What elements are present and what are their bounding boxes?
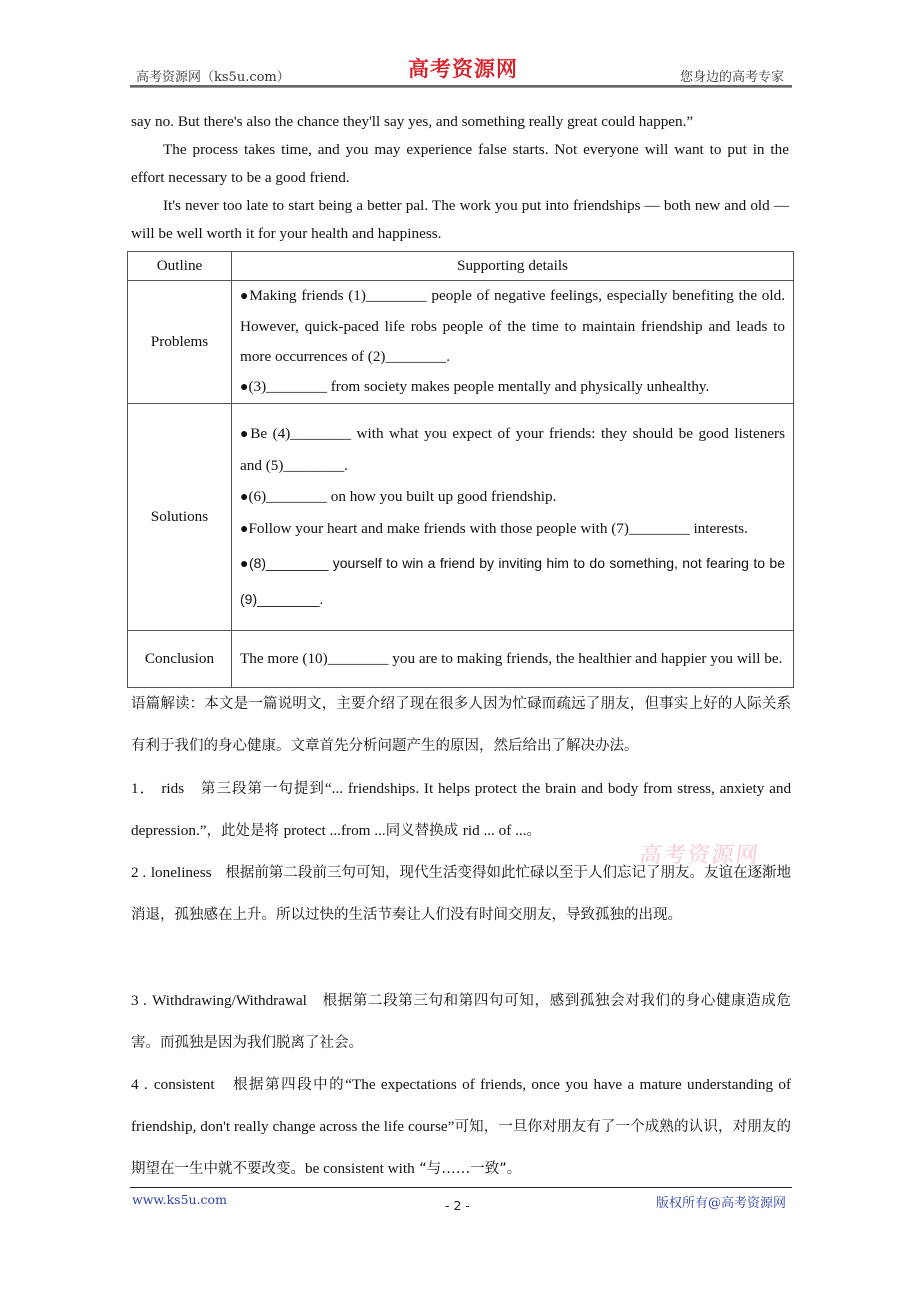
answer-word: rids xyxy=(161,780,185,797)
detail-text: (6)________ on how you built up good friendship. xyxy=(248,487,557,505)
outline-cell: Solutions xyxy=(128,404,232,631)
page-header xyxy=(130,55,792,87)
footer-site-link[interactable]: www.ks5u.com xyxy=(132,1192,227,1207)
answer-note: 根据第四段中的 xyxy=(233,1077,346,1093)
bullet-icon: ● xyxy=(240,289,250,304)
detail-item xyxy=(240,545,785,617)
passage-paragraph-1: say no. But there's also the chance they'll say yes, and something really great could happen.” xyxy=(131,113,694,130)
table-row-solutions xyxy=(128,404,794,631)
footer-copyright: 版权所有@高考资源网 xyxy=(655,1196,786,1211)
outline-cell: Problems xyxy=(128,281,232,404)
answer-note: 同义替换成 xyxy=(385,823,459,839)
answer-number: 2 . xyxy=(131,864,147,881)
detail-text: Be (4)________ with what you expect of your friends: they should be good listeners and (5)________. xyxy=(240,424,785,474)
answer-note: 。 xyxy=(526,823,541,839)
answer-number: 3 . xyxy=(131,992,147,1009)
answer-phrase: be consistent with xyxy=(305,1160,415,1177)
detail-text: Making friends (1)________ people of negative feelings, especially benefiting the old. However, quick-paced life robs people of the time to maintain friendship and leads to more occurrences of (2)________. xyxy=(240,287,785,365)
header-logo: 高考资源网 xyxy=(408,56,518,81)
answer-number: 4 . xyxy=(131,1076,148,1093)
table-row-conclusion xyxy=(128,631,794,688)
answer-quote: “... friendships. It helps protect the brain and body from stress, anxiety and depression.” xyxy=(131,780,792,839)
detail-item xyxy=(240,372,785,403)
answer-item-4 xyxy=(131,1064,791,1190)
passage-paragraph-2: The process takes time, and you may experience false starts. Not everyone will want to put in the effort necessary to be a good friend. xyxy=(131,141,789,186)
passage-paragraph-3: It's never too late to start being a better pal. The work you put into friendships — both new and old — will be well worth it for your health and happiness. xyxy=(131,197,789,242)
header-supporting-details: Supporting details xyxy=(232,252,794,281)
answer-quote: “The expectations of friends, once you have a mature understanding of friendship, don't really change across the life course” xyxy=(131,1076,792,1135)
header-outline: Outline xyxy=(128,252,232,281)
detail-item xyxy=(240,281,785,372)
answer-item-3 xyxy=(131,980,791,1064)
answer-note: 根据前第二段前三句可知，现代生活变得如此忙碌以至于人们忘记了朋友。友谊在逐渐地消退，孤独感在上升。所以过快的生活节奏让人们没有时间交朋友，导致孤独的出现。 xyxy=(131,865,792,923)
answer-word: Withdrawing/Withdrawal xyxy=(152,992,307,1009)
bullet-icon: ● xyxy=(240,521,249,537)
table-row-problems xyxy=(128,281,794,404)
header-divider xyxy=(130,85,792,88)
answer-word: consistent xyxy=(153,1076,215,1093)
detail-item xyxy=(240,481,785,513)
answer-number: 1． xyxy=(131,780,156,797)
answer-note: 可知，一旦你对朋友有了一个成熟的认识，对朋友的期望在一生中就不要改变。 xyxy=(131,1119,791,1177)
detail-item: The more (10)________ you are to making friends, the healthier and happier you will be. xyxy=(240,650,783,667)
detail-text: Follow your heart and make friends with those people with (7)________ interests. xyxy=(248,519,748,537)
outline-table xyxy=(127,251,794,688)
footer-divider xyxy=(130,1187,792,1188)
detail-item xyxy=(240,513,785,545)
detail-text: (3)________ from society makes people mentally and physically unhealthy. xyxy=(248,378,710,395)
details-cell xyxy=(232,631,794,688)
header-slogan: 您身边的高考专家 xyxy=(679,70,784,85)
outline-cell: Conclusion xyxy=(128,631,232,688)
answer-note: 第三段第一句提到 xyxy=(200,781,325,797)
bullet-icon: ● xyxy=(240,489,249,505)
detail-item xyxy=(240,418,785,481)
detail-text: (8)________ yourself to win a friend by inviting him to do something, not fearing to be (9)________. xyxy=(240,554,785,607)
answer-note: ，此处是将 xyxy=(206,823,279,839)
bullet-icon: ● xyxy=(240,554,249,571)
details-cell xyxy=(232,281,794,404)
watermark: 高考资源网 xyxy=(637,843,762,868)
table-header-row xyxy=(128,252,794,281)
bullet-icon: ● xyxy=(240,380,249,395)
answer-note: “与……一致”。 xyxy=(419,1161,522,1177)
answer-note: 根据第二段第三句和第四句可知，感到孤独会对我们的身心健康造成危害。而孤独是因为我们脱离了社会。 xyxy=(131,993,792,1051)
passage-explanation: 语篇解读：本文是一篇说明文，主要介绍了现在很多人因为忙碌而疏远了朋友，但事实上好的人际关系有利于我们的身心健康。文章首先分析问题产生的原因，然后给出了解决办法。 xyxy=(131,696,791,754)
answer-phrase: rid ... of ... xyxy=(462,822,527,839)
details-cell xyxy=(232,404,794,631)
answer-word: loneliness xyxy=(150,864,212,881)
answer-phrase: protect ...from ... xyxy=(283,822,386,839)
header-site-name: 高考资源网（ks5u.com） xyxy=(136,70,290,85)
page-number: - 2 - xyxy=(445,1198,470,1213)
bullet-icon: ● xyxy=(240,426,251,442)
